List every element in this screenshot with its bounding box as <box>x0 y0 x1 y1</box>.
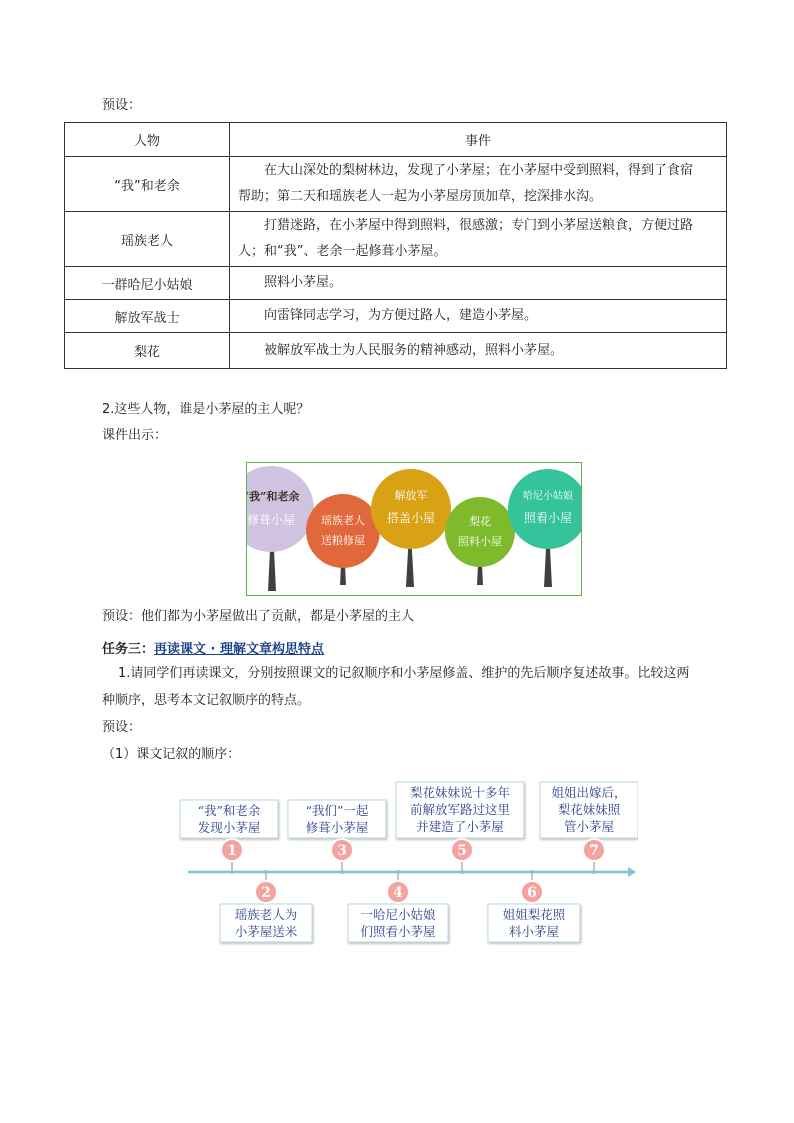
row-person: 梨花 <box>65 333 230 369</box>
table-row <box>65 267 727 300</box>
timeline-text: 瑶族老人为 <box>234 907 298 922</box>
courseware-label: 课件出示： <box>102 428 168 443</box>
tree-crown <box>371 469 451 549</box>
tree-crown <box>508 469 581 549</box>
order-label: （1）课文记叙的顺序： <box>102 747 241 762</box>
header-event: 事件 <box>230 123 727 157</box>
tree-label-person: “我”和老余 <box>247 490 300 503</box>
timeline-figure <box>176 778 638 948</box>
tree-label-person: 梨花 <box>469 515 491 528</box>
task3-question-line2: 种顺序，思考本文记叙顺序的特点。 <box>102 693 311 708</box>
step-number: 5 <box>457 843 467 859</box>
intro-label: 预设： <box>102 98 142 113</box>
question-2: 2.这些人物，谁是小茅屋的主人呢？ <box>102 402 310 417</box>
row-person: 解放军战士 <box>65 300 230 333</box>
timeline-text: 发现小茅屋 <box>197 820 261 835</box>
timeline-text: 梨花妹妹说十多年 <box>409 785 511 800</box>
timeline-text: 小茅屋送米 <box>234 924 298 939</box>
tree-label-deed: 照料小屋 <box>458 535 502 548</box>
timeline-text: 梨花妹妹照 <box>557 802 621 817</box>
tree-label-deed: 搭盖小屋 <box>386 511 436 525</box>
step-number: 2 <box>261 885 271 901</box>
task3-question-line1: 1.请同学们再读课文，分别按照课文的记叙顺序和小茅屋修盖、维护的先后顺序复述故事。比较这两 <box>118 666 690 681</box>
table-row <box>65 333 727 369</box>
row-person: 一群哈尼小姑娘 <box>65 267 230 300</box>
step-number: 3 <box>337 843 347 859</box>
timeline-text: 前解放军路过这里 <box>409 802 511 817</box>
row-person: “我”和老余 <box>65 157 230 212</box>
step-number: 1 <box>227 843 237 859</box>
task3-title: 再读课文 · 理解文章构思特点 <box>154 642 325 657</box>
header-person: 人物 <box>65 123 230 157</box>
timeline-text: “我们”一起 <box>305 803 369 818</box>
row-person: 瑶族老人 <box>65 212 230 267</box>
timeline-text: 姐姐梨花照 <box>502 907 566 922</box>
timeline-text: 姐姐出嫁后， <box>551 785 627 800</box>
timeline-text: 并建造了小茅屋 <box>416 819 504 834</box>
row-event: 向雷锋同志学习，为方便过路人，建造小茅屋。 <box>230 300 727 333</box>
preset-answer: 预设：他们都为小茅屋做出了贡献，都是小茅屋的主人 <box>102 609 415 624</box>
tree-label-deed: 修葺小屋 <box>247 513 296 527</box>
timeline-text: 管小茅屋 <box>563 819 615 834</box>
table-row <box>65 300 727 333</box>
character-event-table <box>64 122 727 369</box>
timeline-text: 们照看小茅屋 <box>360 924 436 939</box>
tree-label-person: 解放军 <box>394 489 428 502</box>
step-number: 4 <box>393 885 403 901</box>
timeline-arrow-icon <box>628 867 636 877</box>
timeline-text: 料小茅屋 <box>508 924 560 939</box>
task3-heading: 任务三：再读课文 · 理解文章构思特点 <box>102 642 325 657</box>
tree-figure-svg <box>247 463 581 595</box>
tree-crown <box>306 494 380 568</box>
tree-figure <box>246 462 582 596</box>
timeline-svg <box>176 778 638 948</box>
tree-crown <box>445 497 515 567</box>
timeline-text: “我”和老余 <box>197 803 261 818</box>
row-event: 被解放军战士为人民服务的精神感动，照料小茅屋。 <box>230 333 727 369</box>
tree-label-deed: 照看小屋 <box>523 511 573 525</box>
tree-crown <box>247 466 314 552</box>
step-number: 6 <box>527 885 537 901</box>
tree-label-person: 哈尼小姑娘 <box>523 491 573 502</box>
row-event: 在大山深处的梨树林边，发现了小茅屋；在小茅屋中受到照料，得到了食宿 帮助；第二天和瑶族老人一起为小茅屋房顶加草，挖深排水沟。 <box>230 157 727 212</box>
row-event: 照料小茅屋。 <box>230 267 727 300</box>
timeline-text: 一哈尼小姑娘 <box>360 907 436 922</box>
tree-label-deed: 送粮修屋 <box>321 534 365 547</box>
table-header-row <box>65 123 727 157</box>
timeline-text: 修葺小茅屋 <box>305 820 369 835</box>
step-number: 7 <box>589 843 599 859</box>
preset-label-2: 预设： <box>102 720 142 735</box>
table-row <box>65 212 727 267</box>
tree-label-person: 瑶族老人 <box>321 514 365 527</box>
table-row <box>65 157 727 212</box>
row-event: 打猎迷路，在小茅屋中得到照料，很感激；专门到小茅屋送粮食，方便过路 人；和“我”、老余一起修葺小茅屋。 <box>230 212 727 267</box>
